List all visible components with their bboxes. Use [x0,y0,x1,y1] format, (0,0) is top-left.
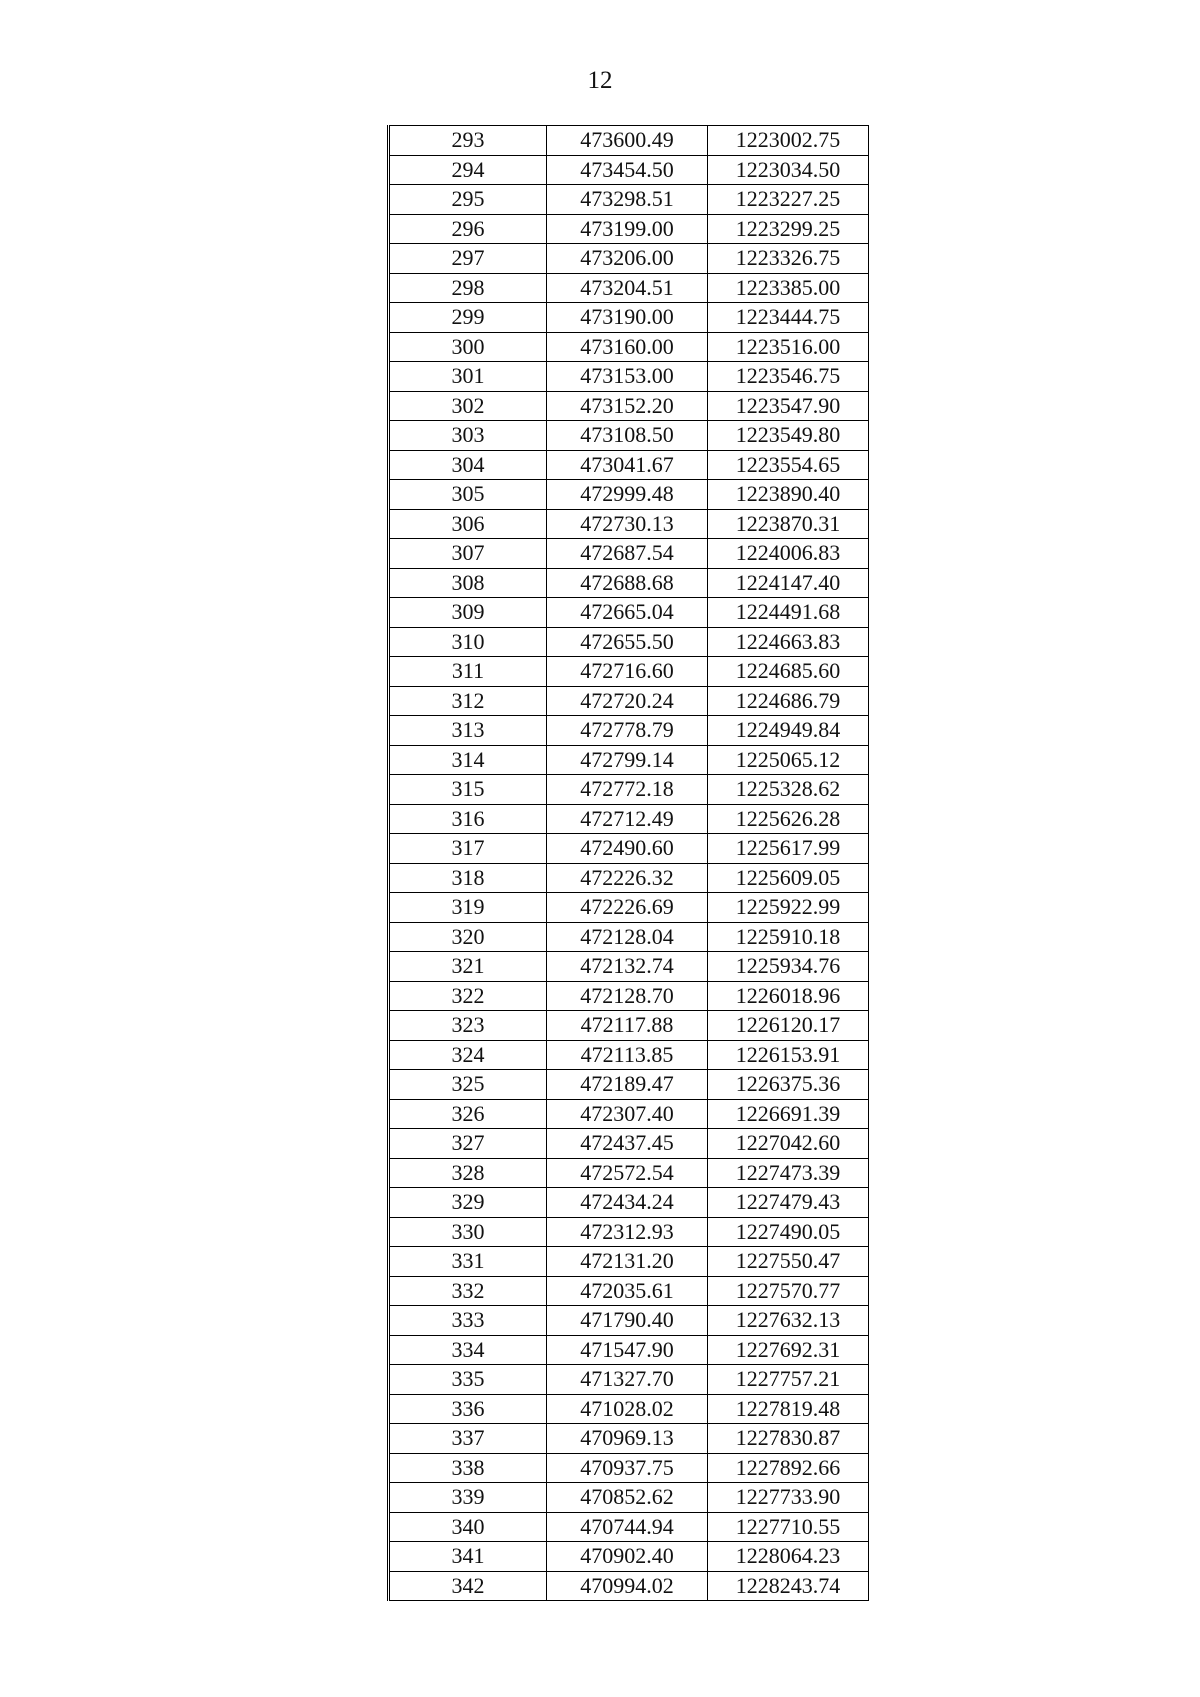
y-coordinate-cell: 1227479.43 [708,1188,869,1218]
x-coordinate-cell: 472772.18 [547,775,708,805]
table-row [389,1512,869,1542]
table-row [389,1129,869,1159]
y-coordinate-cell: 1227632.13 [708,1306,869,1336]
point-number-cell: 315 [389,775,547,805]
table-row [389,391,869,421]
point-number-cell: 330 [389,1217,547,1247]
table-row [389,1099,869,1129]
table-row [389,922,869,952]
x-coordinate-cell: 473108.50 [547,421,708,451]
y-coordinate-cell: 1225065.12 [708,745,869,775]
table-row [389,185,869,215]
y-coordinate-cell: 1225922.99 [708,893,869,923]
y-coordinate-cell: 1223554.65 [708,450,869,480]
y-coordinate-cell: 1224491.68 [708,598,869,628]
x-coordinate-cell: 473152.20 [547,391,708,421]
point-number-cell: 295 [389,185,547,215]
x-coordinate-cell: 473206.00 [547,244,708,274]
page-number: 12 [587,67,613,94]
x-coordinate-cell: 472716.60 [547,657,708,687]
point-number-cell: 324 [389,1040,547,1070]
point-number-cell: 301 [389,362,547,392]
point-number-cell: 300 [389,332,547,362]
x-coordinate-cell: 472189.47 [547,1070,708,1100]
y-coordinate-cell: 1223444.75 [708,303,869,333]
x-coordinate-cell: 470744.94 [547,1512,708,1542]
table-row [389,509,869,539]
point-number-cell: 317 [389,834,547,864]
table-row [389,804,869,834]
y-coordinate-cell: 1226375.36 [708,1070,869,1100]
y-coordinate-cell: 1228064.23 [708,1542,869,1572]
table-row [389,893,869,923]
x-coordinate-cell: 472312.93 [547,1217,708,1247]
x-coordinate-cell: 471790.40 [547,1306,708,1336]
point-number-cell: 318 [389,863,547,893]
y-coordinate-cell: 1223385.00 [708,273,869,303]
point-number-cell: 338 [389,1453,547,1483]
x-coordinate-cell: 472655.50 [547,627,708,657]
table-row [389,1217,869,1247]
table-row [389,362,869,392]
y-coordinate-cell: 1223299.25 [708,214,869,244]
x-coordinate-cell: 472226.69 [547,893,708,923]
table-row [389,1394,869,1424]
y-coordinate-cell: 1224686.79 [708,686,869,716]
point-number-cell: 303 [389,421,547,451]
y-coordinate-cell: 1227710.55 [708,1512,869,1542]
point-number-cell: 294 [389,155,547,185]
point-number-cell: 309 [389,598,547,628]
point-number-cell: 340 [389,1512,547,1542]
table-row [389,1365,869,1395]
point-number-cell: 320 [389,922,547,952]
x-coordinate-cell: 473160.00 [547,332,708,362]
table-row [389,1306,869,1336]
table-row [389,1483,869,1513]
y-coordinate-cell: 1225934.76 [708,952,869,982]
table-row [389,1040,869,1070]
y-coordinate-cell: 1223002.75 [708,126,869,156]
point-number-cell: 302 [389,391,547,421]
point-number-cell: 336 [389,1394,547,1424]
y-coordinate-cell: 1227830.87 [708,1424,869,1454]
y-coordinate-cell: 1226120.17 [708,1011,869,1041]
x-coordinate-cell: 472778.79 [547,716,708,746]
y-coordinate-cell: 1227819.48 [708,1394,869,1424]
x-coordinate-cell: 471327.70 [547,1365,708,1395]
y-coordinate-cell: 1223326.75 [708,244,869,274]
point-number-cell: 296 [389,214,547,244]
table-row [389,568,869,598]
y-coordinate-cell: 1225328.62 [708,775,869,805]
table-row [389,303,869,333]
point-number-cell: 312 [389,686,547,716]
table-row [389,244,869,274]
point-number-cell: 299 [389,303,547,333]
point-number-cell: 306 [389,509,547,539]
x-coordinate-cell: 472665.04 [547,598,708,628]
y-coordinate-cell: 1227570.77 [708,1276,869,1306]
table-row [389,1158,869,1188]
table-row [389,214,869,244]
table-row [389,1276,869,1306]
table-row [389,863,869,893]
table-row [389,332,869,362]
point-number-cell: 313 [389,716,547,746]
x-coordinate-cell: 472999.48 [547,480,708,510]
table-row [389,1188,869,1218]
table-row [389,126,869,156]
point-number-cell: 335 [389,1365,547,1395]
x-coordinate-cell: 473153.00 [547,362,708,392]
x-coordinate-cell: 472307.40 [547,1099,708,1129]
x-coordinate-cell: 473298.51 [547,185,708,215]
point-number-cell: 308 [389,568,547,598]
point-number-cell: 293 [389,126,547,156]
x-coordinate-cell: 472128.70 [547,981,708,1011]
x-coordinate-cell: 472035.61 [547,1276,708,1306]
y-coordinate-cell: 1223516.00 [708,332,869,362]
x-coordinate-cell: 472117.88 [547,1011,708,1041]
x-coordinate-cell: 473199.00 [547,214,708,244]
point-number-cell: 342 [389,1571,547,1601]
point-number-cell: 327 [389,1129,547,1159]
point-number-cell: 337 [389,1424,547,1454]
y-coordinate-cell: 1226018.96 [708,981,869,1011]
x-coordinate-cell: 473190.00 [547,303,708,333]
y-coordinate-cell: 1225626.28 [708,804,869,834]
table-row [389,627,869,657]
point-number-cell: 319 [389,893,547,923]
point-number-cell: 321 [389,952,547,982]
x-coordinate-cell: 470994.02 [547,1571,708,1601]
y-coordinate-cell: 1228243.74 [708,1571,869,1601]
point-number-cell: 314 [389,745,547,775]
x-coordinate-cell: 472132.74 [547,952,708,982]
x-coordinate-cell: 471028.02 [547,1394,708,1424]
point-number-cell: 334 [389,1335,547,1365]
point-number-cell: 316 [389,804,547,834]
x-coordinate-cell: 472730.13 [547,509,708,539]
table-row [389,598,869,628]
x-coordinate-cell: 472128.04 [547,922,708,952]
point-number-cell: 325 [389,1070,547,1100]
y-coordinate-cell: 1224663.83 [708,627,869,657]
table-row [389,1542,869,1572]
point-number-cell: 332 [389,1276,547,1306]
table-row [389,539,869,569]
table-row [389,981,869,1011]
point-number-cell: 310 [389,627,547,657]
table-row [389,716,869,746]
point-number-cell: 339 [389,1483,547,1513]
table-row [389,952,869,982]
point-number-cell: 297 [389,244,547,274]
x-coordinate-cell: 472490.60 [547,834,708,864]
y-coordinate-cell: 1226691.39 [708,1099,869,1129]
y-coordinate-cell: 1223034.50 [708,155,869,185]
table-row [389,1335,869,1365]
point-number-cell: 331 [389,1247,547,1277]
y-coordinate-cell: 1224147.40 [708,568,869,598]
y-coordinate-cell: 1227757.21 [708,1365,869,1395]
y-coordinate-cell: 1223547.90 [708,391,869,421]
x-coordinate-cell: 472434.24 [547,1188,708,1218]
y-coordinate-cell: 1227550.47 [708,1247,869,1277]
x-coordinate-cell: 472799.14 [547,745,708,775]
y-coordinate-cell: 1223870.31 [708,509,869,539]
x-coordinate-cell: 473454.50 [547,155,708,185]
point-number-cell: 341 [389,1542,547,1572]
table-row [389,1070,869,1100]
coordinates-table-body [389,126,869,1601]
point-number-cell: 323 [389,1011,547,1041]
point-number-cell: 305 [389,480,547,510]
y-coordinate-cell: 1226153.91 [708,1040,869,1070]
x-coordinate-cell: 472720.24 [547,686,708,716]
point-number-cell: 329 [389,1188,547,1218]
table-row [389,421,869,451]
y-coordinate-cell: 1224949.84 [708,716,869,746]
x-coordinate-cell: 473204.51 [547,273,708,303]
point-number-cell: 333 [389,1306,547,1336]
x-coordinate-cell: 472572.54 [547,1158,708,1188]
table-row [389,1571,869,1601]
x-coordinate-cell: 470969.13 [547,1424,708,1454]
y-coordinate-cell: 1223549.80 [708,421,869,451]
y-coordinate-cell: 1227692.31 [708,1335,869,1365]
table-row [389,1453,869,1483]
y-coordinate-cell: 1227490.05 [708,1217,869,1247]
table-row [389,273,869,303]
table-row [389,745,869,775]
x-coordinate-cell: 472113.85 [547,1040,708,1070]
y-coordinate-cell: 1223227.25 [708,185,869,215]
y-coordinate-cell: 1223890.40 [708,480,869,510]
y-coordinate-cell: 1227042.60 [708,1129,869,1159]
table-row [389,1247,869,1277]
y-coordinate-cell: 1225617.99 [708,834,869,864]
y-coordinate-cell: 1225910.18 [708,922,869,952]
table-row [389,657,869,687]
x-coordinate-cell: 472131.20 [547,1247,708,1277]
point-number-cell: 322 [389,981,547,1011]
table-row [389,686,869,716]
point-number-cell: 326 [389,1099,547,1129]
x-coordinate-cell: 473600.49 [547,126,708,156]
coordinates-table [387,125,869,1601]
x-coordinate-cell: 472688.68 [547,568,708,598]
y-coordinate-cell: 1224006.83 [708,539,869,569]
x-coordinate-cell: 470852.62 [547,1483,708,1513]
table-row [389,1424,869,1454]
y-coordinate-cell: 1227733.90 [708,1483,869,1513]
x-coordinate-cell: 472226.32 [547,863,708,893]
table-row [389,775,869,805]
x-coordinate-cell: 472712.49 [547,804,708,834]
x-coordinate-cell: 471547.90 [547,1335,708,1365]
y-coordinate-cell: 1224685.60 [708,657,869,687]
x-coordinate-cell: 470902.40 [547,1542,708,1572]
table-row [389,834,869,864]
x-coordinate-cell: 472437.45 [547,1129,708,1159]
point-number-cell: 328 [389,1158,547,1188]
table-row [389,480,869,510]
table-row [389,450,869,480]
y-coordinate-cell: 1225609.05 [708,863,869,893]
point-number-cell: 298 [389,273,547,303]
point-number-cell: 304 [389,450,547,480]
x-coordinate-cell: 470937.75 [547,1453,708,1483]
x-coordinate-cell: 473041.67 [547,450,708,480]
table-row [389,1011,869,1041]
y-coordinate-cell: 1223546.75 [708,362,869,392]
x-coordinate-cell: 472687.54 [547,539,708,569]
point-number-cell: 307 [389,539,547,569]
table-row [389,155,869,185]
point-number-cell: 311 [389,657,547,687]
y-coordinate-cell: 1227473.39 [708,1158,869,1188]
y-coordinate-cell: 1227892.66 [708,1453,869,1483]
